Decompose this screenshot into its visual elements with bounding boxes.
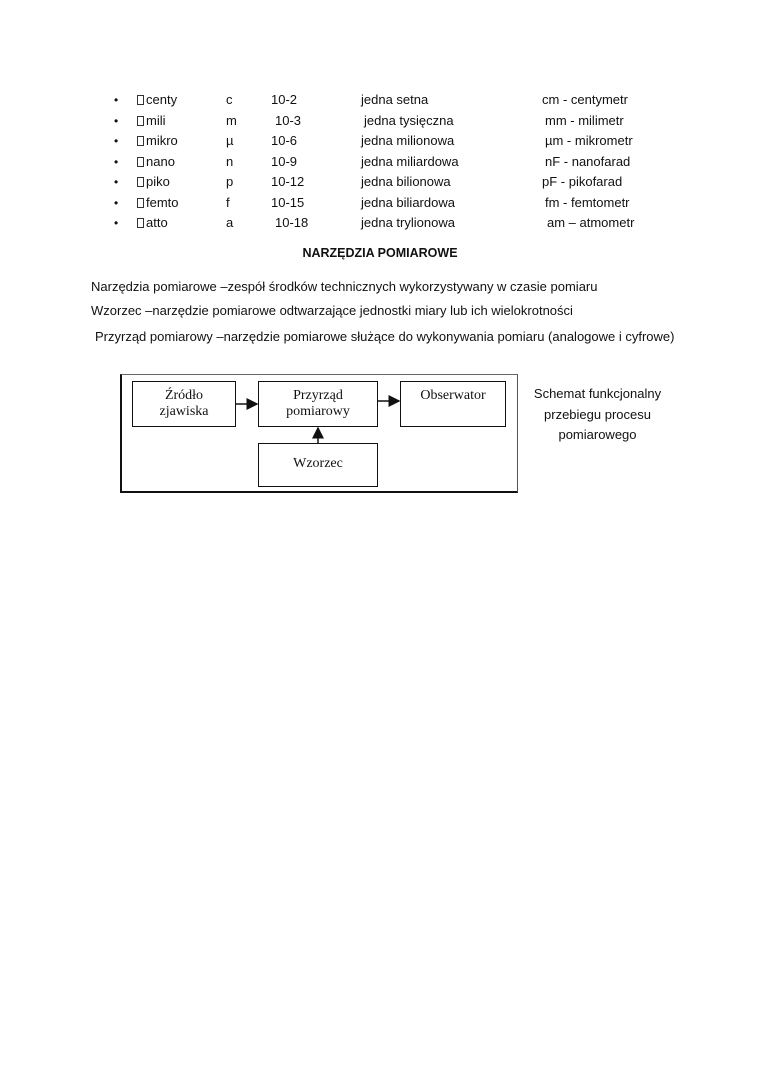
prefix-symbol: a [226, 215, 234, 230]
prefix-symbol: c [226, 92, 233, 107]
prefix-description: jedna setna [361, 92, 429, 107]
prefix-exponent: 10-18 [275, 215, 309, 230]
prefix-symbol: f [226, 194, 230, 210]
bullet: • [114, 216, 119, 230]
prefix-name: centy [146, 92, 178, 107]
prefix-exponent: 10-15 [271, 194, 305, 210]
measurement-process-diagram [120, 374, 518, 493]
section-heading: NARZĘDZIA POMIAROWE [302, 246, 458, 260]
list-item [0, 172, 760, 193]
definition-standard: Wzorzec –narzędzie pomiarowe odtwarzające jednostki miary lub ich wielokrotności [91, 303, 573, 318]
prefix-exponent: 10-9 [271, 153, 298, 169]
prefix-name: femto [146, 194, 179, 210]
missing-glyph-icon [137, 116, 144, 126]
prefix-description: jedna milionowa [361, 133, 455, 148]
bullet: • [114, 154, 119, 169]
prefix-exponent: 10-3 [275, 112, 302, 128]
prefix-symbol: n [226, 153, 234, 169]
observer-label: Obserwator [420, 388, 486, 403]
missing-glyph-icon [137, 198, 144, 208]
prefix-name: piko [146, 174, 170, 189]
prefix-name: atto [146, 215, 168, 230]
prefix-symbol: p [226, 174, 234, 189]
prefix-description: jedna biliardowa [361, 194, 455, 210]
missing-glyph-icon [137, 136, 144, 146]
missing-glyph-icon [137, 177, 144, 187]
prefix-unit-example: mm - milimetr [545, 112, 624, 128]
caption-line1: Schemat funkcjonalny [533, 386, 662, 401]
observer-box [400, 381, 506, 427]
prefix-description: jedna miliardowa [361, 153, 459, 169]
prefix-symbol: m [226, 112, 237, 128]
definition-instrument: Przyrząd pomiarowy –narzędzie pomiarowe służące do wykonywania pomiaru (analogowe i cyfrowe) [95, 329, 675, 344]
source-label-line1: Źródło [164, 388, 204, 403]
prefix-unit-example: cm - centymetr [542, 92, 628, 107]
prefix-description: jedna bilionowa [361, 174, 451, 189]
prefix-unit-example: nF - nanofarad [545, 153, 631, 169]
missing-glyph-icon [137, 157, 144, 167]
source-box [132, 381, 236, 427]
instrument-label-line1: Przyrząd [293, 388, 343, 403]
diagram-caption [525, 384, 670, 446]
bullet: • [114, 93, 119, 107]
standard-box [258, 443, 378, 487]
standard-label: Wzorzec [293, 456, 343, 471]
prefix-exponent: 10-2 [271, 92, 298, 107]
list-item [0, 111, 760, 132]
bullet: • [114, 195, 119, 210]
list-item [0, 90, 760, 111]
bullet: • [114, 175, 119, 189]
prefix-name: nano [146, 153, 175, 169]
prefix-exponent: 10-12 [271, 174, 305, 189]
prefix-list [0, 90, 760, 234]
prefix-exponent: 10-6 [271, 133, 298, 148]
prefix-unit-example: pF - pikofarad [542, 174, 623, 189]
bullet: • [114, 113, 119, 128]
prefix-unit-example: am – atmometr [547, 215, 635, 230]
caption-line2: przebiegu procesu [544, 406, 651, 422]
list-item [0, 152, 760, 173]
prefix-description: jedna trylionowa [361, 215, 455, 230]
list-item [0, 193, 760, 214]
source-label-line2: zjawiska [159, 404, 209, 419]
prefix-name: mikro [146, 133, 178, 148]
prefix-unit-example: fm - femtometr [545, 194, 630, 210]
instrument-label-line2: pomiarowy [286, 404, 350, 419]
instrument-box [258, 381, 378, 427]
list-item [0, 131, 760, 152]
definition-tools: Narzędzia pomiarowe –zespół środków technicznych wykorzystywany w czasie pomiaru [91, 279, 598, 294]
caption-line3: pomiarowego [558, 427, 637, 442]
prefix-unit-example: µm - mikrometr [545, 133, 633, 148]
prefix-name: mili [146, 112, 166, 128]
bullet: • [114, 134, 119, 148]
missing-glyph-icon [137, 218, 144, 228]
list-item [0, 213, 760, 234]
prefix-symbol: µ [226, 133, 234, 148]
missing-glyph-icon [137, 95, 144, 105]
prefix-description: jedna tysięczna [364, 112, 454, 128]
